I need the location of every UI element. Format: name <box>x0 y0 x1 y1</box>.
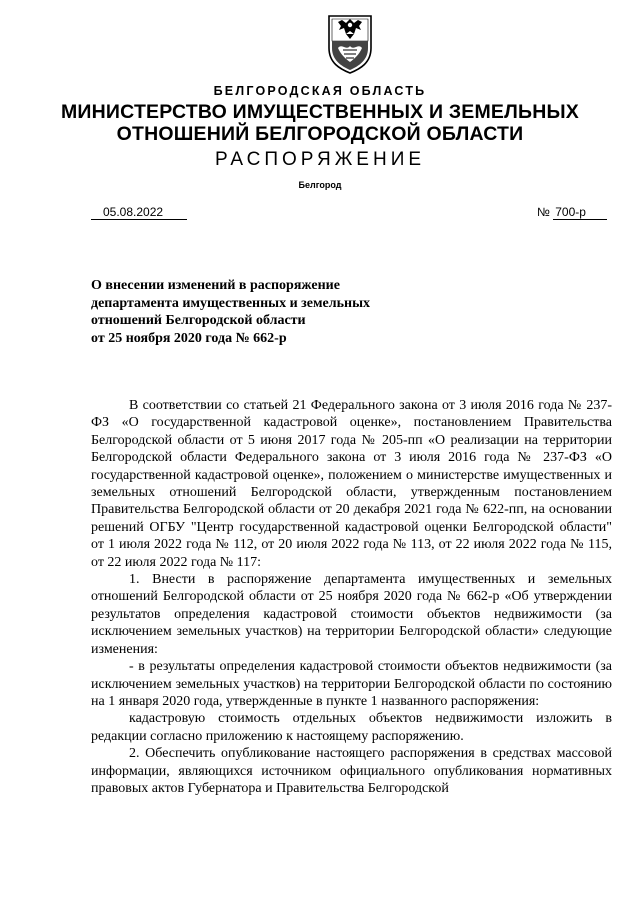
ministry-name-line-2: ОТНОШЕНИЙ БЕЛГОРОДСКОЙ ОБЛАСТИ <box>116 123 524 145</box>
body-paragraph-item-1: 1. Внести в распоряжение департамента имущественных и земельных отношений Белгородской области от 25 ноября 2020 года № 662-р «Об утверждении результатов определения кадастровой стоимости объектов недвижимости (за исключением земельных участков) на территории Белгородской области» следующие изменения: <box>91 572 612 657</box>
ministry-name <box>0 101 640 145</box>
subject-line-1: О внесении изменений в распоряжение <box>91 278 340 293</box>
document-date: 05.08.2022 <box>91 205 187 220</box>
city-name: Белгород <box>298 180 342 190</box>
subject-line-3: отношений Белгородской области <box>91 313 306 328</box>
document-subject <box>91 277 421 347</box>
coat-of-arms-emblem <box>326 14 374 74</box>
body-paragraph-item-2: 2. Обеспечить опубликование настоящего распоряжения в средствах массовой информации, являющихся источником официального опубликования нормативных правовых актов Губернатора и Правительства Белгородской <box>91 746 612 796</box>
number-sign: № <box>537 205 550 219</box>
subject-line-2: департамента имущественных и земельных <box>91 295 371 311</box>
document-number-block <box>537 205 607 220</box>
subject-line-4: от 25 ноября 2020 года № 662-р <box>91 330 287 346</box>
body-paragraph-subitem: - в результаты определения кадастровой стоимости объектов недвижимости (за исключением земельных участков) на территории Белгородской области по состоянию на 1 января 2020 года, утвержденные в пункте 1 названного распоряжения: <box>91 659 612 709</box>
body-paragraph-cadastral-value: кадастровую стоимость отдельных объектов недвижимости изложить в редакции согласно приложению к настоящему распоряжению. <box>91 711 612 744</box>
document-number: 700-р <box>553 205 607 220</box>
body-paragraph-preamble: В соответствии со статьей 21 Федерального закона от 3 июля 2016 года № 237-ФЗ «О государственной кадастровой оценке», постановлением Правительства Белгородской области от 5 июня 2017 года № 205-пп «О реализации на территории Белгородской области Федерального закона от 3 июля 2016 года № 237-ФЗ «О государственной кадастровой оценке», положением о министерстве имущественных и земельных отношений Белгородской области, утвержденным постановлением Правительства Белгородской области от 20 декабря 2021 года № 622-пп, на основании решений ОГБУ "Центр государственной кадастровой оценки Белгородской области" от 1 июля 2022 года № 112, от 20 июля 2022 года № 113, от 22 июля 2022 года № 115, от 22 июля 2022 года № 117: <box>91 398 612 570</box>
document-body <box>91 397 612 797</box>
ministry-name-line-1: МИНИСТЕРСТВО ИМУЩЕСТВЕННЫХ И ЗЕМЕЛЬНЫХ <box>60 101 579 123</box>
region-name: БЕЛГОРОДСКАЯ ОБЛАСТЬ <box>213 84 427 98</box>
document-type: РАСПОРЯЖЕНИЕ <box>214 149 426 170</box>
